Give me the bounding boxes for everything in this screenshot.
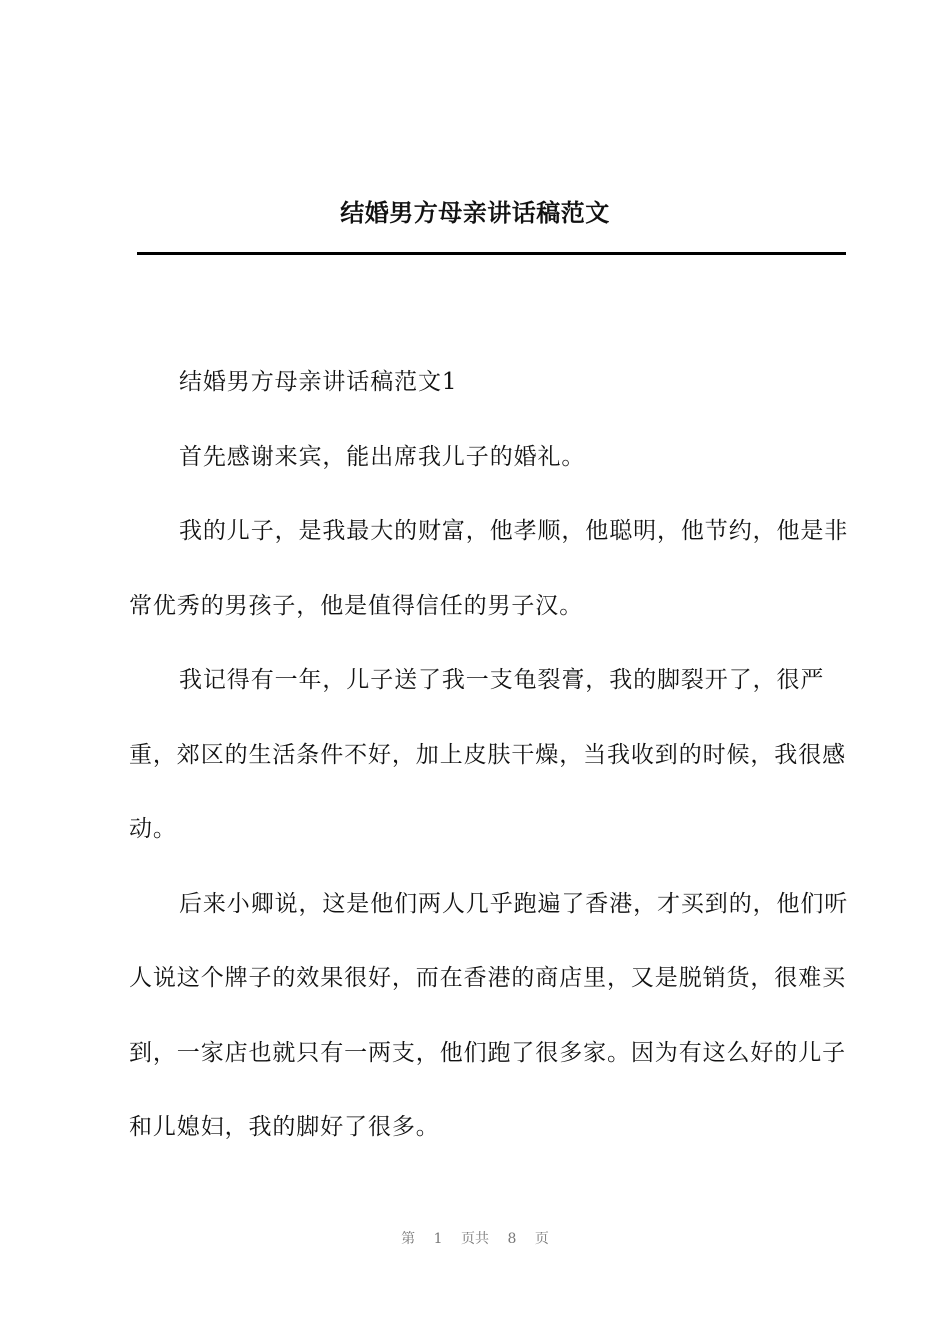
section-heading: 结婚男方母亲讲话稿范文1: [179, 369, 458, 395]
total-page-count: 8: [507, 1231, 517, 1247]
paragraph: 后来小卿说，这是他们两人几乎跑遍了香港，才买到的，他们听人说这个牌子的效果很好，而在香港的商店里，又是脱销货，很难买到，一家店也就只有一两支，他们跑了很多家。因为有这么好的儿子和儿媳妇，我的脚好了很多。: [129, 890, 849, 1140]
page-label-suffix: 页: [534, 1231, 549, 1247]
document-title: 结婚男方母亲讲话稿范文: [340, 198, 610, 227]
document-body: [129, 345, 859, 1165]
page-label-middle: 页共: [461, 1231, 489, 1247]
paragraph: 我的儿子，是我最大的财富，他孝顺，他聪明，他节约，他是非常优秀的男孩子，他是值得信任的男子汉。: [129, 518, 849, 619]
paragraph: 我记得有一年，儿子送了我一支龟裂膏，我的脚裂开了，很严重，郊区的生活条件不好，加上皮肤干燥，当我收到的时候，我很感动。: [129, 667, 846, 842]
title-underline: [137, 252, 846, 255]
paragraph: 首先感谢来宾，能出席我儿子的婚礼。: [179, 443, 586, 470]
current-page-number: 1: [433, 1231, 443, 1247]
page-footer: [0, 1229, 950, 1249]
page-label-prefix: 第: [401, 1231, 416, 1247]
